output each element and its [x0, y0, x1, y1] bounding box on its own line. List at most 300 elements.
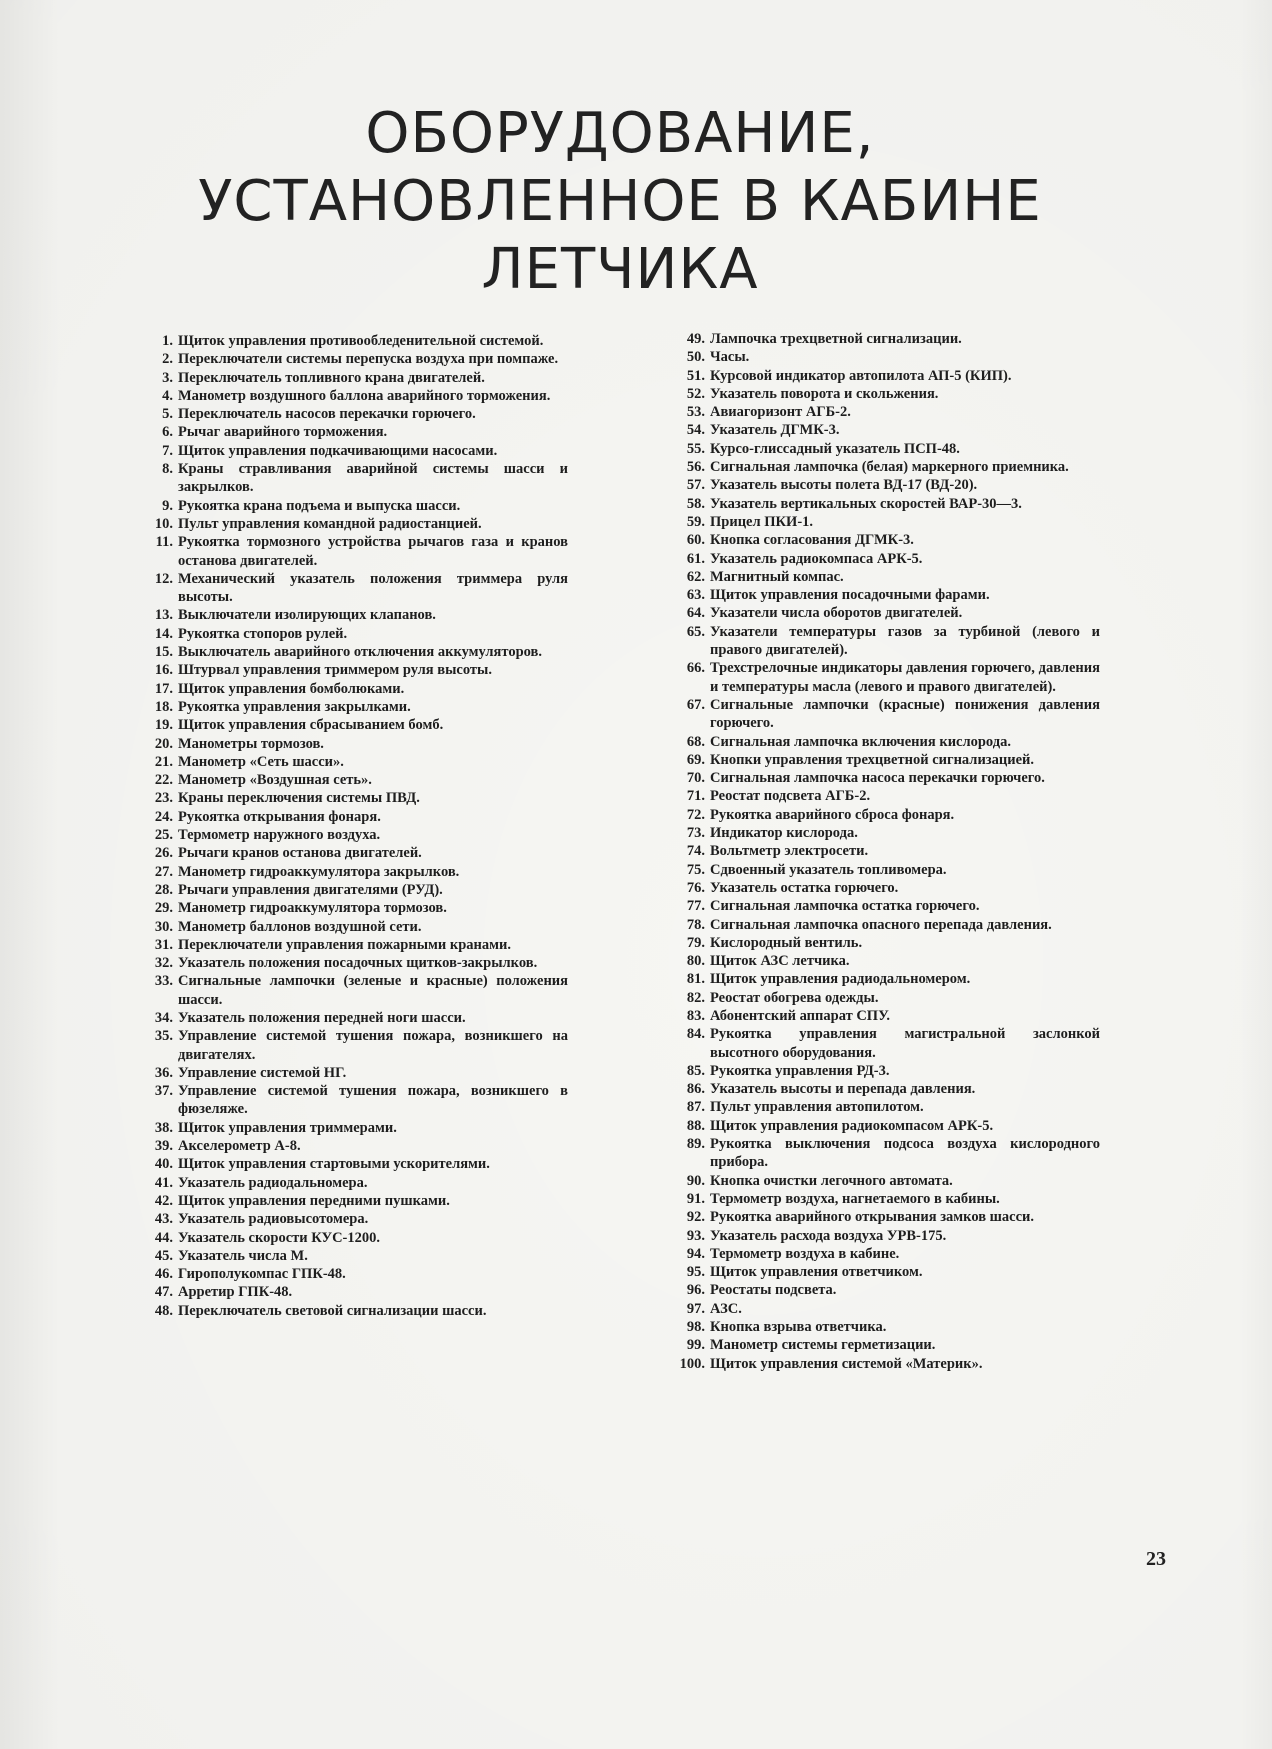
item-number: 24.: [154, 808, 173, 825]
item-number: 62.: [686, 568, 705, 585]
item-text: Акселерометр А-8.: [178, 1138, 301, 1155]
item-number: 61.: [686, 550, 705, 567]
item-number: 18.: [154, 698, 173, 715]
item-text: Щиток управления ответчиком.: [710, 1264, 923, 1281]
list-item: [138, 972, 568, 1009]
item-number: 48.: [154, 1302, 173, 1319]
item-number: 31.: [154, 936, 173, 953]
item-text: Прицел ПКИ-1.: [710, 513, 814, 530]
item-number: 28.: [154, 881, 173, 898]
list-item: [138, 680, 568, 698]
list-item: [138, 369, 568, 387]
item-text: Сигнальная лампочка насоса перекачки горючего.: [710, 770, 1045, 787]
list-item: [138, 1064, 568, 1082]
item-number: 36.: [154, 1064, 173, 1081]
title-line: ОБОРУДОВАНИЕ,: [365, 101, 875, 166]
item-text: Указатель скорости КУС-1200.: [178, 1229, 381, 1246]
item-text: Указатели числа оборотов двигателей.: [710, 605, 963, 622]
list-item: [668, 879, 1100, 897]
item-text: Манометр баллонов воздушной сети.: [178, 918, 422, 935]
list-item: [668, 385, 1100, 403]
list-item: [138, 625, 568, 643]
item-text: Указатель положения передней ноги шасси.: [178, 1009, 466, 1026]
item-text: АЗС.: [710, 1300, 742, 1317]
equipment-list-right: [668, 330, 1100, 1373]
list-item: [668, 550, 1100, 568]
item-number: 19.: [154, 717, 173, 734]
list-item: [138, 1229, 568, 1247]
item-number: 22.: [154, 772, 173, 789]
item-number: 67.: [686, 696, 705, 713]
item-text: Указатель остатка горючего.: [710, 879, 899, 896]
item-number: 45.: [154, 1247, 173, 1264]
item-number: 88.: [686, 1117, 705, 1134]
list-item: [138, 423, 568, 441]
list-item: [668, 1190, 1100, 1208]
list-item: [138, 387, 568, 405]
item-text: Реостат подсвета АГБ-2.: [710, 788, 871, 805]
item-number: 91.: [686, 1190, 705, 1207]
item-text: Кислородный вентиль.: [710, 934, 863, 951]
item-text: Реостаты подсвета.: [710, 1282, 837, 1299]
list-item: [668, 970, 1100, 988]
item-number: 35.: [154, 1028, 173, 1045]
item-text: Щиток управления передними пушками.: [178, 1192, 450, 1209]
list-item: [138, 1283, 568, 1301]
item-text: Курсо-глиссадный указатель ПСП-48.: [710, 440, 960, 457]
list-item: [668, 623, 1100, 660]
item-number: 73.: [686, 825, 705, 842]
item-number: 85.: [686, 1062, 705, 1079]
item-text: Часы.: [710, 349, 750, 366]
list-item: [668, 1172, 1100, 1190]
list-item: [668, 1117, 1100, 1135]
item-number: 2.: [162, 351, 173, 368]
item-text: Рукоятка аварийного открывания замков шасси.: [710, 1209, 1035, 1226]
item-text: Манометры тормозов.: [178, 735, 324, 752]
list-item: [668, 1007, 1100, 1025]
item-text: Лампочка трехцветной сигнализации.: [710, 331, 962, 347]
item-number: 79.: [686, 934, 705, 951]
item-text: Термометр воздуха, нагнетаемого в кабины.: [710, 1190, 1000, 1207]
item-text: Рукоятка управления закрылками.: [178, 698, 411, 715]
item-text: Трехстрелочные индикаторы давления горючего, давления и температуры масла (левого и правого двигателей).: [710, 660, 1100, 695]
item-number: 70.: [686, 770, 705, 787]
item-text: Сдвоенный указатель топливомера.: [710, 861, 947, 878]
item-text: Переключатели управления пожарными кранами.: [178, 936, 511, 953]
item-number: 11.: [155, 534, 173, 551]
item-number: 60.: [686, 532, 705, 549]
list-item: [138, 1119, 568, 1137]
item-text: Щиток управления системой «Материк».: [710, 1355, 983, 1372]
list-item: [668, 989, 1100, 1007]
item-number: 39.: [154, 1138, 173, 1155]
item-number: 29.: [154, 900, 173, 917]
list-item: [138, 1265, 568, 1283]
item-number: 81.: [686, 971, 705, 988]
list-item: [138, 497, 568, 515]
item-number: 14.: [154, 625, 173, 642]
list-item: [138, 661, 568, 679]
item-number: 5.: [162, 406, 173, 423]
item-text: Щиток управления радиодальномером.: [710, 971, 971, 988]
item-text: Сигнальные лампочки (красные) понижения давления горючего.: [710, 696, 1100, 732]
list-item: [138, 1174, 568, 1192]
item-number: 46.: [154, 1266, 173, 1283]
item-number: 92.: [686, 1209, 705, 1226]
item-number: 56.: [686, 459, 705, 476]
item-text: Рукоятка тормозного устройства рычагов газа и кранов останова двигателей.: [178, 534, 568, 569]
item-text: Управление системой тушения пожара, возникшего в фюзеляже.: [178, 1083, 568, 1118]
list-item: [668, 842, 1100, 860]
item-number: 32.: [154, 955, 173, 972]
item-text: Переключатель световой сигнализации шасси.: [178, 1302, 487, 1319]
list-item: [138, 606, 568, 624]
item-number: 96.: [686, 1282, 705, 1299]
item-number: 54.: [686, 422, 705, 439]
item-number: 74.: [686, 843, 705, 860]
item-text: Штурвал управления триммером руля высоты.: [178, 662, 492, 679]
item-text: Термометр воздуха в кабине.: [710, 1245, 900, 1262]
list-item: [668, 916, 1100, 934]
item-number: 6.: [162, 424, 173, 441]
item-text: Указатель вертикальных скоростей ВАР-30—3.: [710, 495, 1022, 512]
item-text: Кнопки управления трехцветной сигнализацией.: [710, 751, 1034, 768]
item-number: 33.: [154, 973, 173, 990]
item-number: 80.: [686, 953, 705, 970]
item-text: Манометр «Сеть шасси».: [178, 753, 344, 770]
item-text: Указатель поворота и скольжения.: [710, 385, 939, 402]
item-number: 72.: [686, 806, 705, 823]
item-text: Щиток управления подкачивающими насосами.: [178, 442, 498, 459]
list-item: [138, 1082, 568, 1119]
item-number: 55.: [686, 440, 705, 457]
item-number: 77.: [686, 898, 705, 915]
item-number: 51.: [686, 367, 705, 384]
item-text: Реостат обогрева одежды.: [710, 989, 879, 1006]
item-text: Рукоятка стопоров рулей.: [178, 625, 348, 642]
list-item: [668, 696, 1100, 733]
equipment-list-left: [138, 332, 568, 1320]
list-item: [668, 1300, 1100, 1318]
list-item: [138, 405, 568, 423]
list-item: [138, 332, 568, 350]
list-item: [138, 735, 568, 753]
item-number: 8.: [162, 461, 173, 478]
list-item: [668, 934, 1100, 952]
item-number: 43.: [154, 1211, 173, 1228]
item-text: Щиток управления посадочными фарами.: [710, 587, 990, 604]
item-text: Указатель расхода воздуха УРВ-175.: [710, 1227, 947, 1244]
item-number: 21.: [154, 753, 173, 770]
item-text: Арретир ГПК-48.: [178, 1284, 293, 1301]
item-text: Абонентский аппарат СПУ.: [710, 1007, 890, 1024]
item-text: Рукоятка управления РД-3.: [710, 1062, 890, 1079]
item-text: Переключатель топливного крана двигателей.: [178, 369, 485, 386]
page-title: [100, 100, 1140, 304]
item-number: 76.: [686, 879, 705, 896]
list-item: [668, 1355, 1100, 1373]
item-number: 65.: [686, 623, 705, 640]
list-item: [668, 1263, 1100, 1281]
item-number: 30.: [154, 918, 173, 935]
list-item: [138, 771, 568, 789]
item-text: Магнитный компас.: [710, 568, 844, 585]
item-number: 9.: [162, 497, 173, 514]
item-number: 44.: [154, 1229, 173, 1246]
list-item: [138, 698, 568, 716]
item-number: 82.: [686, 989, 705, 1006]
item-text: Гирополукомпас ГПК-48.: [178, 1266, 346, 1283]
list-item: [668, 495, 1100, 513]
item-text: Краны переключения системы ПВД.: [178, 790, 420, 807]
list-item: [668, 604, 1100, 622]
item-number: 12.: [154, 570, 173, 587]
item-number: 99.: [686, 1337, 705, 1354]
list-item: [668, 1281, 1100, 1299]
list-item: [138, 533, 568, 570]
title-line: ЛЕТЧИКА: [481, 237, 759, 302]
item-text: Щиток управления противообледенительной системой.: [178, 333, 544, 349]
list-item: [668, 733, 1100, 751]
item-text: Выключатель аварийного отключения аккумуляторов.: [178, 644, 542, 661]
item-text: Рычаги управления двигателями (РУД).: [178, 881, 443, 898]
item-text: Сигнальная лампочка остатка горючего.: [710, 898, 980, 915]
title-line: УСТАНОВЛЕННОЕ В КАБИНЕ: [198, 169, 1042, 234]
list-item: [138, 844, 568, 862]
list-item: [668, 367, 1100, 385]
item-text: Сигнальные лампочки (зеленые и красные) положения шасси.: [178, 973, 568, 1008]
item-text: Рычаг аварийного торможения.: [178, 424, 388, 441]
list-item: [668, 1025, 1100, 1062]
item-number: 7.: [162, 442, 173, 459]
list-item: [668, 952, 1100, 970]
item-text: Указатель ДГМК-3.: [710, 422, 840, 439]
item-text: Индикатор кислорода.: [710, 825, 858, 842]
item-text: Щиток АЗС летчика.: [710, 953, 850, 970]
list-item: [138, 1210, 568, 1228]
item-text: Манометр гидроаккумулятора тормозов.: [178, 900, 447, 917]
item-text: Курсовой индикатор автопилота АП-5 (КИП).: [710, 367, 1012, 384]
item-number: 16.: [154, 662, 173, 679]
item-number: 37.: [154, 1083, 173, 1100]
item-number: 41.: [154, 1174, 173, 1191]
list-item: [138, 1155, 568, 1173]
item-text: Кнопка согласования ДГМК-3.: [710, 532, 914, 549]
list-item: [138, 881, 568, 899]
item-text: Сигнальная лампочка опасного перепада давления.: [710, 916, 1052, 933]
item-text: Щиток управления триммерами.: [178, 1119, 397, 1136]
item-number: 25.: [154, 827, 173, 844]
list-item: [668, 806, 1100, 824]
list-item: [138, 789, 568, 807]
item-number: 47.: [154, 1284, 173, 1301]
item-number: 1.: [162, 333, 173, 349]
item-text: Сигнальная лампочка (белая) маркерного приемника.: [710, 459, 1069, 476]
item-number: 57.: [686, 477, 705, 494]
item-text: Рукоятка аварийного сброса фонаря.: [710, 806, 955, 823]
list-item: [138, 918, 568, 936]
item-text: Выключатели изолирующих клапанов.: [178, 607, 436, 624]
list-item: [138, 1027, 568, 1064]
list-item: [138, 1302, 568, 1320]
list-item: [668, 568, 1100, 586]
item-number: 71.: [686, 788, 705, 805]
item-number: 84.: [686, 1026, 705, 1043]
item-number: 98.: [686, 1319, 705, 1336]
item-text: Кнопка взрыва ответчика.: [710, 1319, 887, 1336]
item-text: Рукоятка открывания фонаря.: [178, 808, 381, 825]
item-text: Сигнальная лампочка включения кислорода.: [710, 733, 1011, 750]
item-number: 86.: [686, 1081, 705, 1098]
item-number: 49.: [686, 331, 705, 347]
list-item: [668, 751, 1100, 769]
list-item: [668, 1062, 1100, 1080]
list-item: [668, 1227, 1100, 1245]
list-item: [138, 899, 568, 917]
item-text: Манометр системы герметизации.: [710, 1337, 936, 1354]
item-number: 26.: [154, 845, 173, 862]
item-number: 59.: [686, 513, 705, 530]
item-text: Рукоятка крана подъема и выпуска шасси.: [178, 497, 461, 514]
item-text: Щиток управления радиокомпасом АРК-5.: [710, 1117, 994, 1134]
item-number: 34.: [154, 1009, 173, 1026]
list-item: [138, 954, 568, 972]
item-text: Термометр наружного воздуха.: [178, 827, 381, 844]
list-item: [668, 1318, 1100, 1336]
item-number: 4.: [162, 387, 173, 404]
list-item: [668, 659, 1100, 696]
list-item: [668, 861, 1100, 879]
item-number: 58.: [686, 495, 705, 512]
list-item: [668, 403, 1100, 421]
item-text: Кнопка очистки легочного автомата.: [710, 1172, 953, 1189]
page-number: 23: [1146, 1548, 1166, 1570]
item-number: 53.: [686, 404, 705, 421]
list-item: [668, 897, 1100, 915]
item-number: 78.: [686, 916, 705, 933]
item-number: 69.: [686, 751, 705, 768]
list-item: [138, 350, 568, 368]
list-item: [668, 1080, 1100, 1098]
list-item: [138, 460, 568, 497]
item-text: Щиток управления сбрасыванием бомб.: [178, 717, 444, 734]
list-item: [138, 936, 568, 954]
list-item: [138, 515, 568, 533]
item-number: 40.: [154, 1156, 173, 1173]
list-item: [668, 421, 1100, 439]
item-number: 100.: [679, 1355, 705, 1372]
item-text: Рукоятка управления магистральной заслонкой высотного оборудования.: [710, 1026, 1100, 1061]
list-item: [668, 531, 1100, 549]
item-text: Краны стравливания аварийной системы шасси и закрылков.: [178, 461, 568, 496]
item-text: Манометр воздушного баллона аварийного торможения.: [178, 387, 551, 404]
list-item: [138, 1247, 568, 1265]
list-item: [668, 1245, 1100, 1263]
item-number: 10.: [154, 515, 173, 532]
list-item: [138, 863, 568, 881]
list-item: [668, 1098, 1100, 1116]
item-number: 38.: [154, 1119, 173, 1136]
list-item: [138, 716, 568, 734]
item-number: 52.: [686, 385, 705, 402]
item-number: 97.: [686, 1300, 705, 1317]
list-item: [138, 753, 568, 771]
list-item: [138, 808, 568, 826]
item-number: 83.: [686, 1007, 705, 1024]
item-text: Указатель высоты полета ВД-17 (ВД-20).: [710, 477, 978, 494]
item-text: Вольтметр электросети.: [710, 843, 869, 860]
item-number: 93.: [686, 1227, 705, 1244]
item-text: Управление системой НГ.: [178, 1064, 347, 1081]
item-text: Механический указатель положения триммера руля высоты.: [178, 570, 568, 606]
item-number: 68.: [686, 733, 705, 750]
item-text: Указатель радиовысотомера.: [178, 1211, 369, 1228]
list-item: [668, 476, 1100, 494]
list-item: [668, 1208, 1100, 1226]
item-number: 75.: [686, 861, 705, 878]
item-number: 13.: [154, 607, 173, 624]
item-number: 15.: [154, 644, 173, 661]
item-text: Манометр «Воздушная сеть».: [178, 772, 372, 789]
list-item: [668, 1336, 1100, 1354]
item-text: Щиток управления стартовыми ускорителями.: [178, 1156, 490, 1173]
item-text: Переключатель насосов перекачки горючего.: [178, 406, 476, 423]
item-number: 42.: [154, 1192, 173, 1209]
item-text: Щиток управления бомболюками.: [178, 680, 405, 697]
item-text: Рукоятка выключения подсоса воздуха кислородного прибора.: [710, 1136, 1100, 1171]
list-item: [668, 513, 1100, 531]
item-text: Управление системой тушения пожара, возникшего на двигателях.: [178, 1028, 568, 1063]
list-item: [138, 826, 568, 844]
item-number: 94.: [686, 1245, 705, 1262]
list-item: [668, 458, 1100, 476]
list-item: [138, 1137, 568, 1155]
item-number: 66.: [686, 660, 705, 677]
list-item: [668, 787, 1100, 805]
item-text: Указатель высоты и перепада давления.: [710, 1081, 976, 1098]
list-item: [668, 586, 1100, 604]
list-item: [138, 1009, 568, 1027]
item-number: 64.: [686, 605, 705, 622]
item-text: Манометр гидроаккумулятора закрылков.: [178, 863, 460, 880]
item-text: Авиагоризонт АГБ-2.: [710, 404, 851, 421]
item-text: Рычаги кранов останова двигателей.: [178, 845, 422, 862]
item-text: Указатели температуры газов за турбиной (левого и правого двигателей).: [710, 623, 1100, 659]
item-text: Указатель радиокомпаса АРК-5.: [710, 550, 923, 567]
item-text: Указатель положения посадочных щитков-закрылков.: [178, 955, 538, 972]
item-number: 3.: [162, 369, 173, 386]
item-number: 17.: [154, 680, 173, 697]
list-item: [668, 769, 1100, 787]
item-number: 90.: [686, 1172, 705, 1189]
list-item: [668, 824, 1100, 842]
list-item: [668, 1135, 1100, 1172]
list-item: [138, 643, 568, 661]
item-number: 95.: [686, 1264, 705, 1281]
item-number: 23.: [154, 790, 173, 807]
item-number: 89.: [686, 1136, 705, 1153]
item-text: Указатель радиодальномера.: [178, 1174, 368, 1191]
item-text: Указатель числа М.: [178, 1247, 308, 1264]
item-number: 27.: [154, 863, 173, 880]
item-number: 20.: [154, 735, 173, 752]
item-number: 50.: [686, 349, 705, 366]
list-item: [138, 570, 568, 607]
item-text: Переключатели системы перепуска воздуха при помпаже.: [178, 351, 559, 368]
list-item: [138, 442, 568, 460]
list-item: [668, 330, 1100, 348]
